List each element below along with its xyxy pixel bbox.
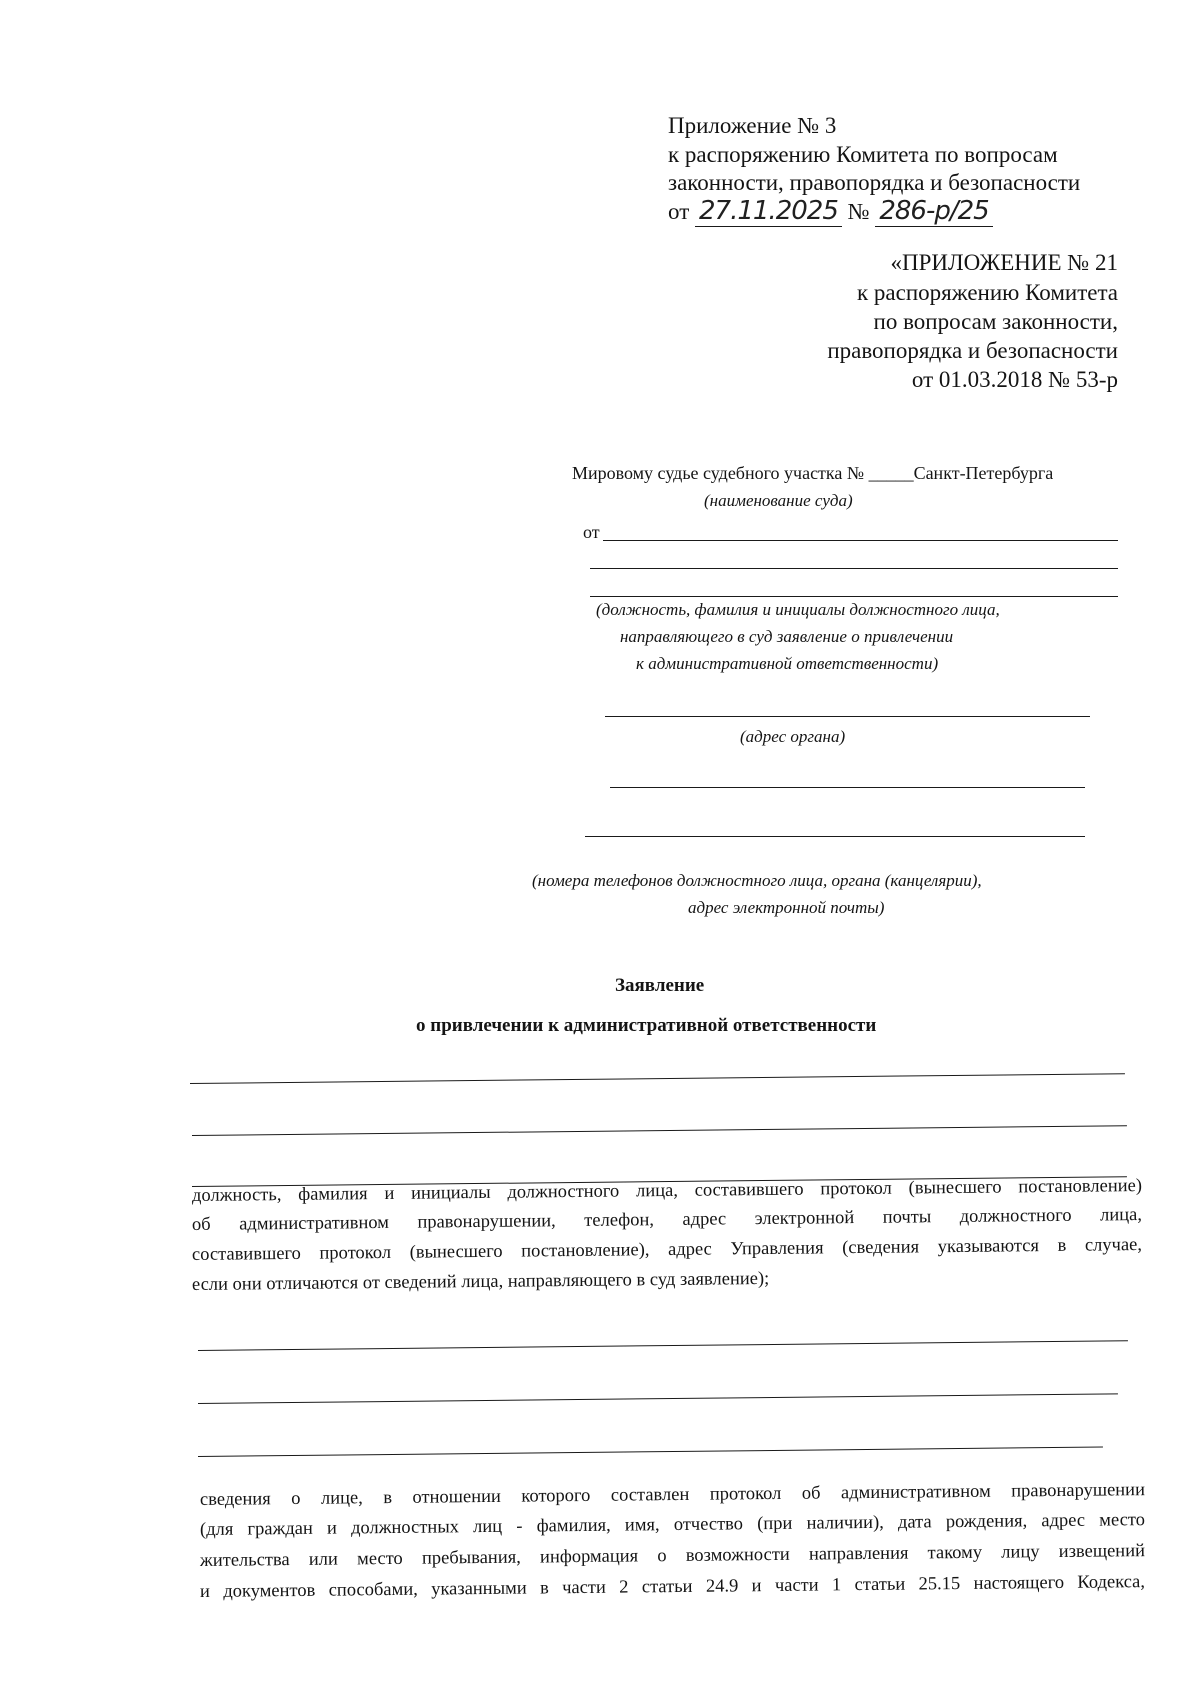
official-hint-3: к административной ответственности) — [636, 654, 939, 673]
phone-line-1 — [610, 787, 1085, 788]
court-line — [572, 463, 1053, 484]
para2-line-2: (для граждан и должностных лиц - фамилия, имя, отчество (при наличии), дата рождения, адрес место — [199, 1510, 1146, 1540]
para1-line-3: составившего протокол (вынесшего постановление), адрес Управления (сведения указываются в случае, — [191, 1235, 1143, 1265]
attachment-date-line — [668, 196, 993, 227]
para2-line-3: жительства или место пребывания, информация о возможности направления такому лицу извещений — [199, 1541, 1146, 1571]
phones-hint-2: адрес электронной почты) — [688, 898, 885, 917]
court-hint: (наименование суда) — [704, 491, 853, 510]
statement-line-4 — [198, 1340, 1128, 1351]
attachment-title: Приложение № 3 — [668, 113, 837, 138]
official-hint-1: (должность, фамилия и инициалы должностного лица, — [596, 600, 1000, 619]
appendix-line-2: к распоряжению Комитета — [857, 280, 1118, 305]
para2-line-1: сведения о лице, в отношении которого составлен протокол об административном правонарушении — [199, 1480, 1146, 1510]
number-prefix: № — [847, 199, 870, 224]
appendix-line-3: по вопросам законности, — [873, 309, 1118, 334]
statement-title: Заявление — [615, 975, 705, 996]
phone-line-2 — [585, 836, 1085, 837]
address-hint: (адрес органа) — [740, 727, 846, 746]
court-city: Санкт-Петербурга — [913, 463, 1054, 483]
official-hint-2: направляющего в суд заявление о привлечении — [620, 627, 954, 646]
statement-line-6 — [198, 1447, 1103, 1457]
appendix-line-5: от 01.03.2018 № 53-р — [911, 367, 1118, 392]
court-number-blank: _____ — [868, 463, 914, 483]
para2-line-4: и документов способами, указанными в части 2 статьи 24.9 и части 1 статьи 25.15 настоящего Кодекса, — [199, 1572, 1146, 1602]
from-label: от — [583, 522, 600, 542]
attachment-line-2: к распоряжению Комитета по вопросам — [668, 142, 1058, 167]
para1-line-4: если они отличаются от сведений лица, направляющего в суд заявление); — [191, 1268, 770, 1295]
address-line — [605, 716, 1090, 717]
court-prefix: Мировому судье судебного участка № — [572, 463, 865, 483]
from-line-1 — [603, 540, 1118, 541]
attachment-line-3: законности, правопорядка и безопасности — [668, 170, 1081, 195]
date-prefix: от — [668, 199, 690, 224]
handwritten-number: 286-р/25 — [875, 196, 992, 227]
statement-line-2 — [192, 1125, 1127, 1136]
appendix-line-4: правопорядка и безопасности — [827, 338, 1118, 363]
handwritten-date: 27.11.2025 — [695, 196, 842, 227]
para1-line-1: должность, фамилия и инициалы должностного лица, составившего протокол (вынесшего постановление) — [191, 1176, 1143, 1206]
from-line-3 — [590, 596, 1118, 597]
statement-line-5 — [198, 1393, 1118, 1404]
statement-subtitle: о привлечении к административной ответственности — [416, 1015, 877, 1036]
phones-hint-1: (номера телефонов должностного лица, органа (канцелярии), — [532, 871, 982, 890]
statement-line-1 — [190, 1073, 1125, 1084]
para1-line-2: об административном правонарушении, телефон, адрес электронной почты должностного лица, — [191, 1205, 1143, 1235]
appendix-title: «ПРИЛОЖЕНИЕ № 21 — [890, 250, 1118, 275]
from-line-2 — [590, 568, 1118, 569]
